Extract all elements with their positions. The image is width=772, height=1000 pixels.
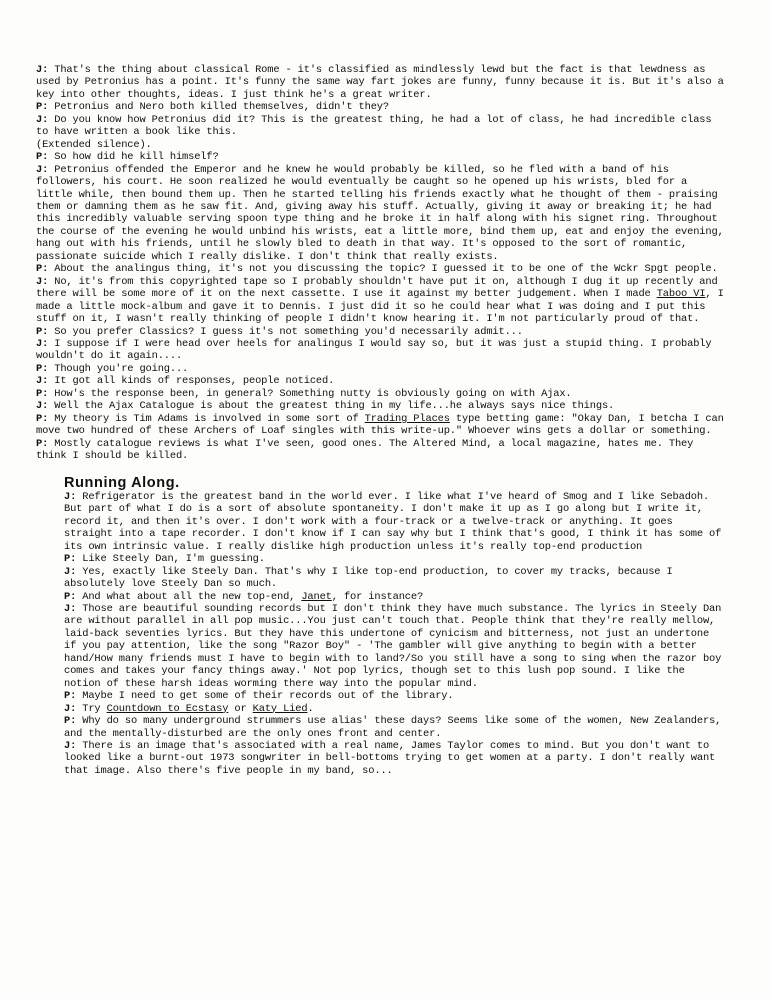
speaker-label: J:: [36, 375, 49, 388]
title-reference: Taboo VI: [656, 288, 706, 301]
speaker-label: P:: [64, 690, 77, 703]
dialogue-text: .: [307, 702, 314, 715]
speaker-label: P:: [36, 387, 49, 400]
speaker-label: J:: [36, 275, 49, 288]
dialogue-text: Petronius and Nero both killed themselves, didn't they?: [48, 101, 389, 114]
dialogue-line: [36, 438, 724, 463]
speaker-label: J:: [64, 740, 77, 753]
speaker-label: P:: [64, 715, 77, 728]
title-reference: Janet: [301, 590, 332, 603]
dialogue-text: Yes, exactly like Steely Dan. That's why I like top-end production, to cover my tracks, because I absolutely love Steely Dan so much.: [64, 565, 673, 591]
dialogue-text: There is an image that's associated with a real name, James Taylor comes to mind. But you don't want to looked like a burnt-out 1973 songwriter in bell-bottoms trying to get women at a party. I don't really want that image. Also there's five people in my band, so...: [64, 740, 716, 777]
dialogue-line: [36, 388, 724, 400]
dialogue-text: Do you know how Petronius did it? This is the greatest thing, he had a lot of class, he had incredible class to have written a book like this.: [36, 113, 712, 139]
speaker-label: J:: [36, 113, 49, 126]
speaker-label: P:: [36, 263, 49, 276]
dialogue-text: How's the response been, in general? Something nutty is obviously going on with Ajax.: [48, 387, 572, 400]
dialogue-line: [36, 276, 724, 326]
dialogue-line: [64, 703, 724, 715]
interview-section-2: [64, 491, 724, 777]
dialogue-text: Petronius offended the Emperor and he knew he would probably be killed, so he fled with a band of his followers, his court. He soon realized he would eventually be caught so he opened up his wrists, bled for a little while, then bound them up. Then he started telling his friends exactly what he thought of them - praising them or damning them as he saw fit. And, giving away his stuff. Actually, giving it away or breaking it; he had this incredibly valuable serving spoon type thing and he broke it in half along with his signet ring. Throughout the course of the evening he would unbind his wrists, eat a little more, bind them up, eat and enjoy the evening, hang out with his friends, until he slowly bled to death in that way. It's opposed to the sort of romantic, passionate suicide which I really dislike. I don't think that really exists.: [36, 163, 724, 263]
dialogue-text: , for instance?: [331, 590, 424, 603]
dialogue-text: My theory is Tim Adams is involved in some sort of: [48, 412, 365, 425]
speaker-label: P:: [36, 151, 49, 164]
dialogue-text: Like Steely Dan, I'm guessing.: [76, 553, 265, 566]
dialogue-line: [36, 375, 724, 387]
speaker-label: J:: [64, 702, 77, 715]
speaker-label: P:: [36, 412, 49, 425]
dialogue-text: So how did he kill himself?: [48, 151, 219, 164]
dialogue-text: Well the Ajax Catalogue is about the greatest thing in my life...he always says nice things.: [48, 400, 615, 413]
dialogue-text: (Extended silence).: [36, 138, 152, 151]
dialogue-line: [64, 491, 724, 553]
speaker-label: J:: [64, 565, 77, 578]
speaker-label: J:: [36, 337, 49, 350]
dialogue-line: [36, 263, 724, 275]
speaker-label: J:: [64, 603, 77, 616]
dialogue-text: That's the thing about classical Rome - it's classified as mindlessly lewd but the fact is that lewdness as used by Petronius has a point. It's funny the same way fart jokes are funny, funny because it is. But it's also a key into other thoughts, ideas. I just think he's a great writer.: [36, 64, 724, 101]
dialogue-text: No, it's from this copyrighted tape so I probably shouldn't have put it on, although I dug it up recently and there will be some more of it on the next cassette. I use it against my better judgement. When I made: [36, 275, 718, 301]
dialogue-text: It got all kinds of responses, people noticed.: [48, 375, 335, 388]
section-heading: Running Along.: [64, 474, 180, 491]
dialogue-line: [64, 566, 724, 591]
title-reference: Countdown to Ecstasy: [106, 702, 229, 715]
dialogue-text: Though you're going...: [48, 362, 189, 375]
dialogue-text: I suppose if I were head over heels for analingus I would say so, but it was just a stupid thing. I probably wouldn't do it again....: [36, 337, 712, 363]
dialogue-text: So you prefer Classics? I guess it's not something you'd necessarily admit...: [48, 325, 523, 338]
dialogue-line: [36, 164, 724, 264]
dialogue-line: [36, 363, 724, 375]
dialogue-line: [64, 715, 724, 740]
title-reference: Katy Lied: [252, 702, 308, 715]
speaker-label: J:: [36, 64, 49, 76]
dialogue-text: And what about all the new top-end,: [76, 590, 302, 603]
speaker-label: P:: [36, 437, 49, 450]
speaker-label: J:: [36, 163, 49, 176]
dialogue-text: Refrigerator is the greatest band in the world ever. I like what I've heard of Smog and I like Sebadoh. But part of what I do is a sort of absolute spontaneity. I don't make it up as I go along but I write it, record it, and then it's over. I don't work with a four-track or a twelve-track or anything. It goes straight into a tape recorder. I don't know if I can say why but I think that's good, I think it has some of its own intrinsic value. I really dislike high production unless it's really top-end production: [64, 490, 722, 553]
speaker-label: P:: [36, 101, 49, 114]
dialogue-line: [64, 740, 724, 777]
speaker-label: P:: [64, 553, 77, 566]
dialogue-line: [36, 338, 724, 363]
dialogue-text: About the analingus thing, it's not you discussing the topic? I guessed it to be one of the Wckr Spgt people.: [48, 263, 718, 276]
dialogue-line: [64, 553, 724, 565]
speaker-label: P:: [36, 362, 49, 375]
interview-section-1: [36, 64, 724, 463]
dialogue-text: or: [228, 702, 253, 715]
speaker-label: J:: [64, 490, 77, 503]
dialogue-text: type betting game: "Okay Dan, I betcha I can move two hundred of these Archers of Loaf singles with this write-up." Whoever wins gets a dollar or something.: [36, 412, 724, 438]
dialogue-line: [36, 326, 724, 338]
dialogue-text: Try: [76, 702, 107, 715]
dialogue-text: , I made a little mock-album and gave it to Dennis. I just did it so he could hear what I was doing and I put this stuff on it, I wasn't really thinking of people I didn't know hearing it. I'm not particularly proud of that.: [36, 288, 724, 326]
dialogue-line: [36, 114, 724, 139]
dialogue-text: Maybe I need to get some of their records out of the library.: [76, 690, 454, 703]
dialogue-line: [36, 413, 724, 438]
dialogue-text: Why do so many underground strummers use alias' these days? Seems like some of the women, New Zealanders, and the mentally-disturbed are the only ones front and center.: [64, 715, 722, 740]
dialogue-line: [64, 603, 724, 690]
dialogue-line: [36, 139, 724, 151]
title-reference: Trading Places: [364, 412, 450, 425]
dialogue-text: Mostly catalogue reviews is what I've seen, good ones. The Altered Mind, a local magazine, hates me. They think I should be killed.: [36, 437, 694, 463]
dialogue-line: [36, 64, 724, 101]
dialogue-line: [64, 591, 724, 603]
dialogue-line: [36, 400, 724, 412]
dialogue-text: Those are beautiful sounding records but I don't think they have much substance. The lyrics in Steely Dan are without parallel in all pop music...You just can't touch that. People think that they're really mellow, laid-back seventies lyrics. But they have this undertone of cynicism and bitterness, not just an undertone if you pay attention, like the song "Razor Boy" - 'The gambler will give anything to begin with a better hand/How many friends must I have to begin with to land?/So you still have a song to sing when the razor boy comes and takes your fancy things away.' Not pop lyrics, though set to this lush pop sound. I like the notion of these harsh ideas worming there way into the popular mind.: [64, 603, 722, 690]
speaker-label: P:: [36, 325, 49, 338]
speaker-label: J:: [36, 400, 49, 413]
dialogue-line: [64, 690, 724, 702]
interview-text: [36, 64, 724, 777]
dialogue-line: [36, 101, 724, 113]
speaker-label: P:: [64, 590, 77, 603]
dialogue-line: [36, 151, 724, 163]
